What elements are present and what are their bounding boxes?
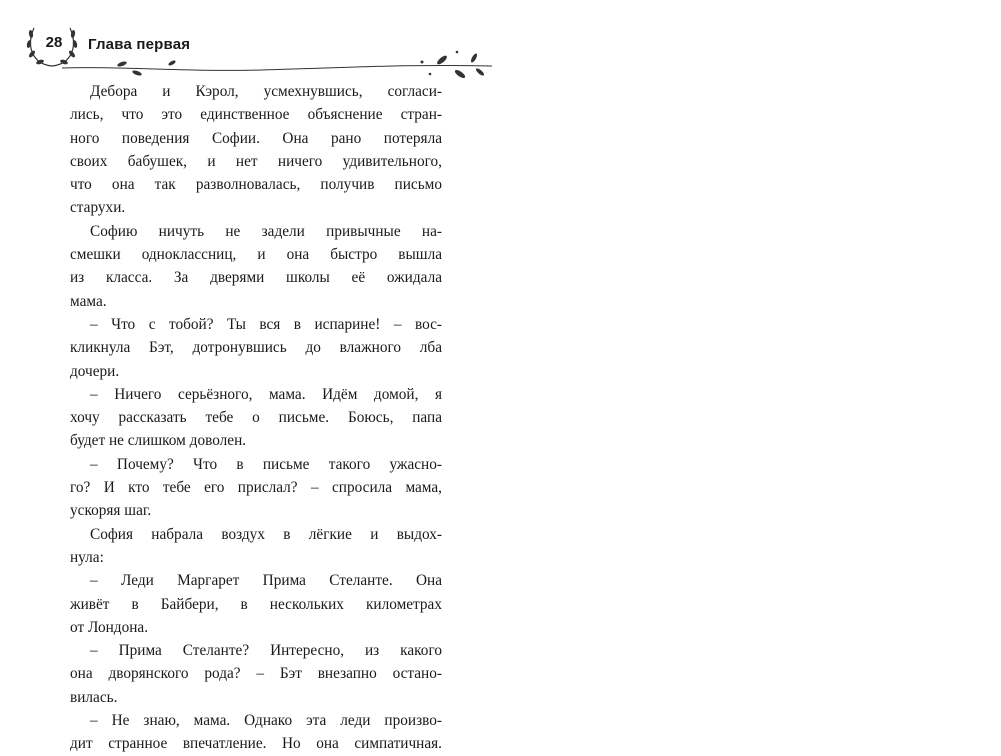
text-line: смешки одноклассниц, и она быстро вышла bbox=[70, 246, 442, 264]
left-page bbox=[0, 0, 500, 753]
chapter-title: Глава первая bbox=[88, 36, 191, 53]
text-line: Дебора и Кэрол, усмехнувшись, согласи- bbox=[90, 83, 442, 100]
body-text bbox=[70, 80, 442, 756]
text-line: нула: bbox=[70, 548, 104, 566]
text-line: – Не знаю, мама. Однако эта леди произво- bbox=[90, 712, 442, 730]
vine-ornament-icon bbox=[62, 46, 492, 80]
text-line: лись, что это единственное объяснение стран- bbox=[70, 106, 442, 124]
text-line: будет не слишком доволен. bbox=[70, 432, 247, 450]
text-line: София набрала воздух в лёгкие и выдох- bbox=[90, 525, 442, 543]
text-line: Софию ничуть не задели привычные на- bbox=[90, 222, 442, 240]
text-line: что она так разволновалась, получив письмо bbox=[70, 176, 442, 194]
text-line: старухи. bbox=[70, 199, 126, 217]
text-line: ускоряя шаг. bbox=[70, 502, 152, 520]
page-number: 28 bbox=[45, 34, 63, 51]
text-line: дит странное впечатление. Но она симпатичная. bbox=[70, 735, 442, 753]
page-header bbox=[22, 16, 492, 76]
text-line: живёт в Байбери, в нескольких километрах bbox=[70, 595, 442, 613]
text-line: дочери. bbox=[70, 362, 120, 380]
text-line: из класса. За дверями школы её ожидала bbox=[70, 269, 442, 287]
text-line: кликнула Бэт, дотронувшись до влажного лба bbox=[70, 339, 442, 357]
text-line: – Ничего серьёзного, мама. Идём домой, я bbox=[90, 385, 442, 403]
text-line: ного поведения Софии. Она рано потеряла bbox=[70, 129, 442, 147]
text-line: – Почему? Что в письме такого ужасно- bbox=[90, 455, 442, 473]
text-line: хочу рассказать тебе о письме. Боюсь, папа bbox=[70, 409, 442, 427]
text-line: – Что с тобой? Ты вся в испарине! – вос- bbox=[90, 315, 442, 333]
text-line: – Леди Маргарет Прима Стеланте. Она bbox=[90, 572, 442, 590]
text-line: она дворянского рода? – Бэт внезапно остано- bbox=[70, 665, 442, 683]
text-line: го? И кто тебе его прислал? – спросила мама, bbox=[70, 479, 442, 497]
text-line: мама. bbox=[70, 292, 107, 310]
text-line: – Прима Стеланте? Интересно, из какого bbox=[90, 642, 442, 660]
text-line: вилась. bbox=[70, 688, 118, 706]
text-line: от Лондона. bbox=[70, 618, 149, 636]
right-page bbox=[500, 0, 1001, 721]
text-line: своих бабушек, и нет ничего удивительного, bbox=[70, 152, 442, 170]
